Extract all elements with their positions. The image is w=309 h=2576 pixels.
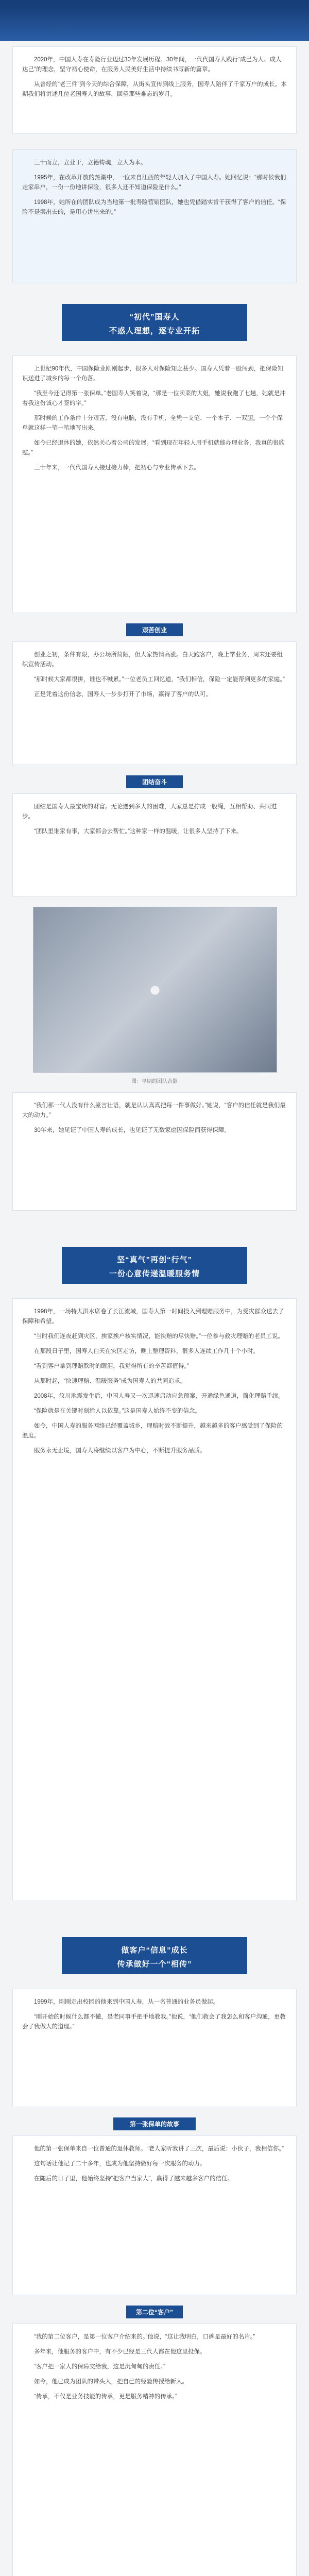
subsection-tag: 团结奋斗 <box>126 775 183 788</box>
top-decoration-bar <box>0 0 309 5</box>
section-subtitle: 不惑人理想，逐专业开拓 <box>109 327 200 335</box>
story-card <box>12 1989 297 2107</box>
story-paragraph: “我的第二位客户，是第一位客户介绍来的。”他说，“这让我明白，口碑是最好的名片。” <box>34 2334 255 2340</box>
section-title: “初代”国寿人 <box>129 313 180 321</box>
story-paragraph: “传承，不仅是业务技能的传承，更是服务精神的传承。” <box>34 2394 177 2400</box>
story-paragraph: 创业之初，条件有限，办公场所简陋，但大家热情高涨。白天跑客户，晚上学业务，周末还要组织宣传活动。 <box>22 652 283 668</box>
story-paragraph: 多年来，他服务的客户中，有不少已经是三代人都在他这里投保。 <box>34 2349 206 2355</box>
section-subtitle: 传承做好一个“相传” <box>117 1960 192 1969</box>
story-paragraph: 在随后的日子里，他始终坚持“把客户当家人”，赢得了越来越多客户的信任。 <box>34 2176 234 2182</box>
story-paragraph: 如今已经退休的她，依然关心着公司的发展。“看到现在年轻人用手机就能办理业务，我真的很欣慰。” <box>22 440 285 456</box>
feature-paragraph: 三十而立，立业于，立德铸魂，立人为本。 <box>34 160 147 166</box>
subsection-tag: 第二位“客户” <box>126 2306 183 2318</box>
intro-paragraph: 从曾经的“老三件”到今天的综合保障，从街头宣传到线上服务，国寿人陪伴了千家万户的成长。本期我们将讲述几位老国寿人的故事，回望那些难忘的岁月。 <box>22 81 287 97</box>
story-paragraph: 在那段日子里，国寿人白天在灾区走访，晚上整理资料，很多人连续工作几十个小时。 <box>34 1348 259 1354</box>
story-card <box>12 2324 297 2576</box>
story-card <box>12 355 297 613</box>
story-paragraph: 1999年，刚刚走出校园的他来到中国人寿，从一名普通的业务员做起。 <box>34 1999 219 2005</box>
intro-paragraph: 2020年，中国人寿在寿险行业迈过30年发展历程。30年间，一代代国寿人践行“成己为人、成人达己”的理念，坚守初心使命，在服务人民美好生活中持续书写新的篇章。 <box>22 57 282 73</box>
story-paragraph: “看到客户拿到理赔款时的眼泪，我觉得所有的辛苦都值得。” <box>34 1363 189 1369</box>
story-paragraph: 正是凭着这份信念，国寿人一步步打开了市场，赢得了客户的认可。 <box>34 691 212 698</box>
section-title: 做客户“信息”成长 <box>121 1946 188 1955</box>
team-photo <box>33 907 277 1073</box>
section-banner-3 <box>62 1937 247 1974</box>
feature-card <box>12 149 297 283</box>
story-paragraph: 这句话让他记了二十多年，也成为他坚持做好每一次服务的动力。 <box>34 2161 206 2167</box>
story-paragraph: 2008年，汶川地震发生后，中国人寿又一次迅速启动应急预案，开通绿色通道，简化理赔手续。 <box>34 1393 284 1399</box>
story-paragraph: “当时我们连夜赶到灾区，挨家挨户核实情况，能快赔的尽快赔。”一位参与救灾理赔的老员工说。 <box>34 1333 284 1340</box>
story-paragraph: “保险就是在关键时刻给人以依靠。”这是国寿人始终不变的信念。 <box>34 1408 201 1414</box>
story-paragraph: 他的第一张保单来自一位普通的退休教师。“老人家听我讲了三次，最后说：小伙子，我相信你。” <box>34 2146 284 2152</box>
story-card <box>12 1298 297 1901</box>
story-paragraph: 那时候的工作条件十分艰苦，没有电脑，没有手机，全凭一支笔、一个本子、一双腿。一个个保单就这样一笔一笔地写出来。 <box>22 415 283 431</box>
feature-paragraph: 1998年，她所在的团队成为当地第一批寿险营销团队，她也凭借踏实肯干获得了客户的信任。“保险不是卖出去的，是用心讲出来的。” <box>22 199 286 215</box>
story-paragraph: 团结是国寿人最宝贵的财富。无论遇到多大的困难，大家总是拧成一股绳，互相帮助、共同进步。 <box>22 804 277 820</box>
story-paragraph: 三十年来，一代代国寿人接过接力棒，把初心与专业传承下去。 <box>34 465 200 471</box>
story-paragraph: “刚开始的时候什么都不懂，是老同事手把手地教我。”他说，“他们教会了我怎么和客户沟通，更教会了我做人的道理。” <box>22 2014 286 2030</box>
story-card <box>12 2136 297 2295</box>
section-subtitle: 一份心意传递温暖服务情 <box>109 1269 200 1278</box>
story-paragraph: 30年来，她见证了中国人寿的成长，也见证了无数家庭因保险而获得保障。 <box>34 1127 230 1133</box>
story-paragraph: “客户把一家人的保障交给我，这是沉甸甸的责任。” <box>34 2364 165 2370</box>
story-paragraph: 1998年，一场特大洪水席卷了长江流域，国寿人第一时间投入到理赔服务中，为受灾群众送去了保障和希望。 <box>22 1309 284 1325</box>
photo-caption: 图：早期的团队合影 <box>131 1079 178 1084</box>
feature-paragraph: 1995年，在改革开放的热潮中，一位来自江西的年轻人加入了中国人寿。她回忆说：“那时候我们走家串户，一份一份地讲保险，很多人还不知道保险是什么。” <box>22 175 286 191</box>
story-paragraph: 服务永无止境，国寿人将继续以客户为中心，不断提升服务品质。 <box>34 1448 206 1454</box>
header-banner-image <box>0 5 309 41</box>
story-paragraph: 上世纪90年代，中国保险业刚刚起步，很多人对保险知之甚少。国寿人凭着一股闯劲，把保险知识送进了城乡的每一个角落。 <box>22 366 284 382</box>
intro-card <box>12 46 297 134</box>
story-paragraph: “我至今还记得第一张保单。”老国寿人笑着说，“那是一位卖菜的大姐，她说我跑了七趟，她就是冲着我这份诚心才签的字。” <box>22 391 286 406</box>
story-paragraph: 如今，中国人寿的服务网络已经覆盖城乡，理赔时效不断提升，越来越多的客户感受到了保险的温度。 <box>22 1423 283 1439</box>
story-card <box>12 641 297 765</box>
subsection-tag: 艰苦创业 <box>126 623 183 636</box>
story-paragraph: “我们那一代人没有什么豪言壮语，就是认认真真把每一件事做好。”她说，“客户的信任就是我们最大的动力。” <box>22 1103 286 1118</box>
subsection-tag: 第一张保单的故事 <box>113 2117 196 2130</box>
photo-icon: ● <box>148 978 162 1001</box>
section-banner-1 <box>62 304 247 341</box>
story-card <box>12 1092 297 1211</box>
story-paragraph: “团队里谁家有事，大家都会去帮忙。”这种家一样的温暖，让很多人坚持了下来。 <box>34 828 243 835</box>
story-paragraph: “那时候大家都很拼，谁也不喊累。”一位老员工回忆道，“我们相信，保险一定能帮到更多的家庭。” <box>34 676 285 683</box>
story-paragraph: 如今，他已成为团队的带头人，把自己的经验传授给新人。 <box>34 2379 188 2385</box>
section-title: 坚“真气”再创“行气” <box>116 1256 192 1264</box>
section-banner-2 <box>62 1247 247 1284</box>
story-card <box>12 793 297 896</box>
story-paragraph: 从那时起，“快速理赔、温暖服务”成为国寿人的共同追求。 <box>34 1378 186 1384</box>
